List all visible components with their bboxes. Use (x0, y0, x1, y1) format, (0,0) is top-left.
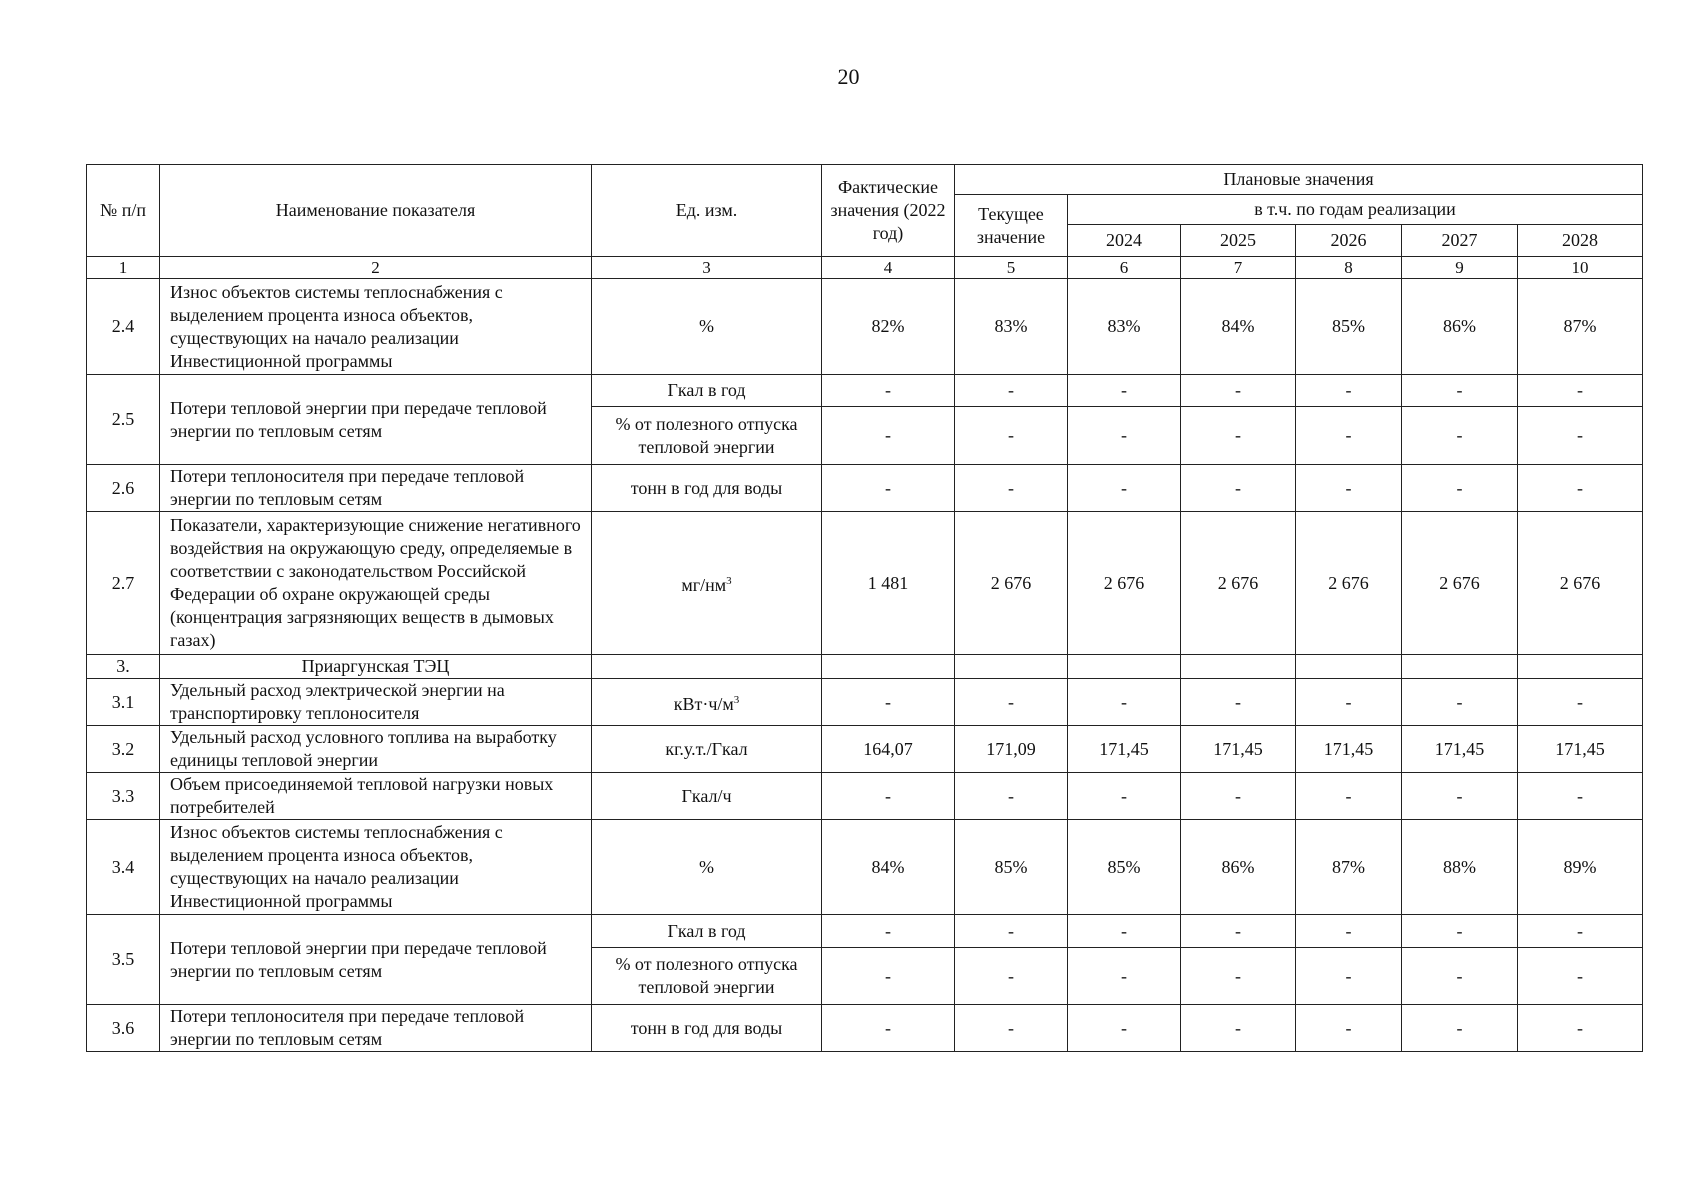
row-value: - (1296, 407, 1402, 465)
row-value: - (1181, 1005, 1296, 1052)
row-value: - (1181, 375, 1296, 407)
row-name: Потери теплоносителя при передаче тепловой энергии по тепловым сетям (160, 1005, 592, 1052)
row-value: 87% (1518, 279, 1643, 375)
row-num: 2.5 (87, 375, 160, 465)
unit-superscript: 3 (733, 693, 740, 706)
row-value: 83% (1068, 279, 1181, 375)
column-number: 1 (87, 257, 160, 279)
row-value: 82% (822, 279, 955, 375)
row-value: - (1296, 1005, 1402, 1052)
row-value: 171,45 (1068, 726, 1181, 773)
row-unit: кг.у.т./Гкал (592, 726, 822, 773)
row-value: - (1181, 465, 1296, 512)
row-value: - (1068, 375, 1181, 407)
row-value: - (1402, 407, 1518, 465)
row-value: - (1402, 948, 1518, 1005)
header-actual: Фактические значения (2022 год) (822, 165, 955, 257)
header-planned: Плановые значения (955, 165, 1643, 195)
row-value: - (1518, 407, 1643, 465)
row-value: 2 676 (1402, 512, 1518, 655)
row-value: - (1181, 407, 1296, 465)
column-number: 8 (1296, 257, 1402, 279)
row-num: 3. (87, 655, 160, 679)
row-value: 86% (1181, 820, 1296, 915)
indicators-table-wrapper (86, 164, 1642, 1052)
row-name: Удельный расход условного топлива на выработку единицы тепловой энергии (160, 726, 592, 773)
row-name: Износ объектов системы теплоснабжения с выделением процента износа объектов, существующих на начало реализации Инвестиционной программы (160, 279, 592, 375)
header-by-years: в т.ч. по годам реализации (1068, 195, 1643, 225)
column-number: 2 (160, 257, 592, 279)
row-value: 83% (955, 279, 1068, 375)
row-value: - (1518, 375, 1643, 407)
row-value: - (1402, 1005, 1518, 1052)
row-value: - (1181, 948, 1296, 1005)
column-number: 9 (1402, 257, 1518, 279)
row-value: - (822, 679, 955, 726)
row-value: - (955, 773, 1068, 820)
table-row (87, 820, 1643, 915)
row-value: - (1296, 915, 1402, 948)
header-num: № п/п (87, 165, 160, 257)
row-num: 3.4 (87, 820, 160, 915)
row-unit: Гкал в год (592, 375, 822, 407)
table-row (87, 465, 1643, 512)
row-unit: Гкал в год (592, 915, 822, 948)
header-name: Наименование показателя (160, 165, 592, 257)
row-value: - (955, 465, 1068, 512)
table-row (87, 915, 1643, 948)
row-value: - (1068, 915, 1181, 948)
row-num: 3.5 (87, 915, 160, 1005)
column-number: 5 (955, 257, 1068, 279)
row-value: - (1068, 948, 1181, 1005)
row-value: - (1518, 773, 1643, 820)
row-value: 1 481 (822, 512, 955, 655)
row-num: 2.7 (87, 512, 160, 655)
row-unit: тонн в год для воды (592, 1005, 822, 1052)
row-num: 2.6 (87, 465, 160, 512)
row-value: - (822, 465, 955, 512)
column-numbers-row (87, 257, 1643, 279)
row-unit: тонн в год для воды (592, 465, 822, 512)
row-num: 3.6 (87, 1005, 160, 1052)
row-value: - (1296, 948, 1402, 1005)
column-number: 4 (822, 257, 955, 279)
row-value: - (1518, 948, 1643, 1005)
row-value: 2 676 (955, 512, 1068, 655)
row-name: Объем присоединяемой тепловой нагрузки новых потребителей (160, 773, 592, 820)
row-value: 2 676 (1181, 512, 1296, 655)
indicators-table (86, 164, 1643, 1052)
row-value: 2 676 (1296, 512, 1402, 655)
unit-text: кВт·ч/м (673, 693, 734, 714)
row-num: 3.1 (87, 679, 160, 726)
row-value: 2 676 (1518, 512, 1643, 655)
table-row (87, 375, 1643, 407)
row-unit: % (592, 820, 822, 915)
row-value: - (1402, 915, 1518, 948)
row-value: - (1068, 1005, 1181, 1052)
row-value: - (955, 679, 1068, 726)
section-row (87, 655, 1643, 679)
row-name: Показатели, характеризующие снижение негативного воздействия на окружающую среду, определяемые в соответствии с законодательством Российской Федерации об охране окружающей среды (концентрация загрязняющих веществ в дымовых газах) (160, 512, 592, 655)
row-value: 85% (1296, 279, 1402, 375)
row-name: Износ объектов системы теплоснабжения с выделением процента износа объектов, существующих на начало реализации Инвестиционной программы (160, 820, 592, 915)
row-value: - (955, 915, 1068, 948)
header-year: 2024 (1068, 225, 1181, 257)
table-row (87, 773, 1643, 820)
row-value: 84% (1181, 279, 1296, 375)
row-value: - (822, 407, 955, 465)
header-year: 2026 (1296, 225, 1402, 257)
table-row (87, 679, 1643, 726)
row-num: 3.2 (87, 726, 160, 773)
row-value: - (1518, 679, 1643, 726)
row-value: - (1068, 465, 1181, 512)
column-number: 7 (1181, 257, 1296, 279)
row-value: 171,45 (1518, 726, 1643, 773)
row-unit (592, 679, 822, 726)
unit-text: мг/нм (681, 574, 727, 595)
header-unit: Ед. изм. (592, 165, 822, 257)
table-row (87, 512, 1643, 655)
row-value: 85% (1068, 820, 1181, 915)
header-year: 2028 (1518, 225, 1643, 257)
row-value: - (1296, 679, 1402, 726)
row-value: - (955, 407, 1068, 465)
row-value: 171,45 (1181, 726, 1296, 773)
row-value: 87% (1296, 820, 1402, 915)
row-unit: % (592, 279, 822, 375)
row-value: - (1068, 407, 1181, 465)
row-value: - (1518, 465, 1643, 512)
row-value: - (1402, 679, 1518, 726)
row-value: 171,45 (1296, 726, 1402, 773)
header-year: 2025 (1181, 225, 1296, 257)
row-value: - (1181, 915, 1296, 948)
row-value: - (822, 773, 955, 820)
row-value: - (1296, 465, 1402, 512)
column-number: 10 (1518, 257, 1643, 279)
row-value: 86% (1402, 279, 1518, 375)
row-value: - (955, 948, 1068, 1005)
section-title: Приаргунская ТЭЦ (160, 655, 592, 679)
table-row (87, 726, 1643, 773)
row-value: 2 676 (1068, 512, 1181, 655)
row-value: - (955, 375, 1068, 407)
row-value: - (822, 375, 955, 407)
row-value: 89% (1518, 820, 1643, 915)
row-value: 85% (955, 820, 1068, 915)
row-value: 164,07 (822, 726, 955, 773)
row-value: 88% (1402, 820, 1518, 915)
row-unit (592, 512, 822, 655)
row-value: - (1068, 773, 1181, 820)
row-name: Потери теплоносителя при передаче тепловой энергии по тепловым сетям (160, 465, 592, 512)
row-num: 3.3 (87, 773, 160, 820)
row-value: - (822, 915, 955, 948)
row-value: 84% (822, 820, 955, 915)
row-value: - (1402, 375, 1518, 407)
row-value: 171,09 (955, 726, 1068, 773)
row-name: Потери тепловой энергии при передаче тепловой энергии по тепловым сетям (160, 375, 592, 465)
row-value: - (955, 1005, 1068, 1052)
header-current: Текущее значение (955, 195, 1068, 257)
row-value: 171,45 (1402, 726, 1518, 773)
row-value: - (822, 948, 955, 1005)
row-unit: % от полезного отпуска тепловой энергии (592, 407, 822, 465)
row-num: 2.4 (87, 279, 160, 375)
row-value: - (1181, 679, 1296, 726)
table-row (87, 1005, 1643, 1052)
row-name: Удельный расход электрической энергии на транспортировку теплоносителя (160, 679, 592, 726)
header-year: 2027 (1402, 225, 1518, 257)
row-value: - (1402, 773, 1518, 820)
row-name: Потери тепловой энергии при передаче тепловой энергии по тепловым сетям (160, 915, 592, 1005)
unit-superscript: 3 (726, 574, 732, 587)
row-value: - (1518, 1005, 1643, 1052)
row-unit: Гкал/ч (592, 773, 822, 820)
row-value: - (1402, 465, 1518, 512)
table-row (87, 279, 1643, 375)
page-number: 20 (837, 64, 860, 89)
row-value: - (1296, 773, 1402, 820)
row-value: - (822, 1005, 955, 1052)
row-value: - (1296, 375, 1402, 407)
column-number: 3 (592, 257, 822, 279)
row-value: - (1068, 679, 1181, 726)
row-value: - (1518, 915, 1643, 948)
row-unit: % от полезного отпуска тепловой энергии (592, 948, 822, 1005)
row-value: - (1181, 773, 1296, 820)
column-number: 6 (1068, 257, 1181, 279)
